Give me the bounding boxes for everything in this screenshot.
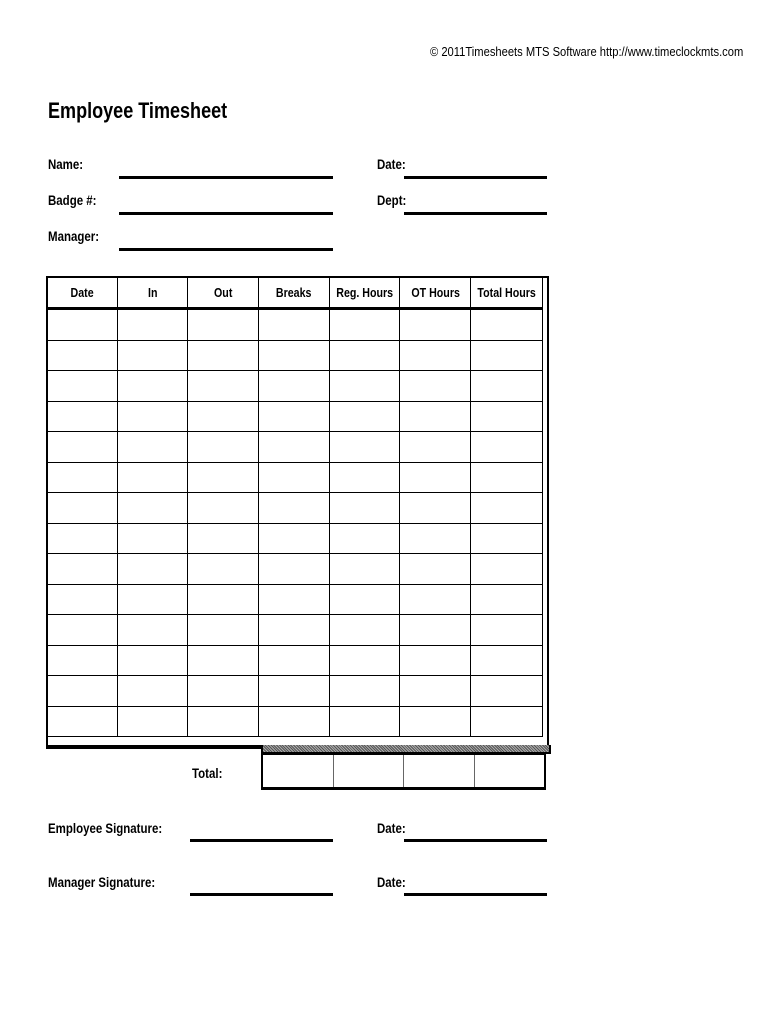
table-cell[interactable] <box>117 584 188 615</box>
table-row <box>47 432 543 463</box>
table-cell[interactable] <box>47 706 118 737</box>
table-cell[interactable] <box>47 554 118 585</box>
table-cell[interactable] <box>329 645 400 676</box>
manager-field[interactable] <box>119 248 333 251</box>
table-cell[interactable] <box>259 432 330 463</box>
table-cell[interactable] <box>188 340 259 371</box>
table-cell[interactable] <box>117 340 188 371</box>
table-cell[interactable] <box>259 706 330 737</box>
table-cell[interactable] <box>259 676 330 707</box>
totals-table <box>261 753 546 790</box>
manager-signature-field[interactable] <box>190 893 333 896</box>
table-cell[interactable] <box>188 554 259 585</box>
table-cell[interactable] <box>47 645 118 676</box>
table-cell[interactable] <box>259 340 330 371</box>
table-cell[interactable] <box>47 493 118 524</box>
table-cell[interactable] <box>259 371 330 402</box>
table-cell[interactable] <box>47 462 118 493</box>
column-header-out: Out <box>188 277 259 309</box>
table-cell[interactable] <box>400 615 471 646</box>
column-header-date: Date <box>47 277 118 309</box>
table-cell[interactable] <box>329 676 400 707</box>
table-cell[interactable] <box>400 584 471 615</box>
table-row <box>47 493 543 524</box>
table-cell[interactable] <box>471 493 543 524</box>
table-cell[interactable] <box>471 401 543 432</box>
date-field[interactable] <box>404 176 547 179</box>
table-cell[interactable] <box>400 309 471 341</box>
table-row <box>47 645 543 676</box>
totals-row <box>262 754 545 789</box>
table-cell[interactable] <box>47 523 118 554</box>
column-header-breaks: Breaks <box>259 277 330 309</box>
table-cell[interactable] <box>471 645 543 676</box>
badge-label: Badge #: <box>48 192 97 208</box>
employee-signature-field[interactable] <box>190 839 333 842</box>
table-cell[interactable] <box>259 493 330 524</box>
employee-signature-date-field[interactable] <box>404 839 547 842</box>
table-cell[interactable] <box>259 584 330 615</box>
table-cell[interactable] <box>400 554 471 585</box>
table-cell[interactable] <box>259 645 330 676</box>
page-title: Employee Timesheet <box>48 98 228 123</box>
table-cell[interactable] <box>471 706 543 737</box>
table-cell[interactable] <box>329 340 400 371</box>
table-cell[interactable] <box>259 401 330 432</box>
table-cell[interactable] <box>329 584 400 615</box>
column-header-ot-hours: OT Hours <box>400 277 471 309</box>
table-cell[interactable] <box>471 554 543 585</box>
employee-signature-date-label: Date: <box>377 820 406 836</box>
copyright-notice: © 2011Timesheets MTS Software http://www.timeclockmts.com <box>430 44 744 59</box>
table-cell[interactable] <box>471 340 543 371</box>
total-label: Total: <box>192 765 223 781</box>
name-field[interactable] <box>119 176 333 179</box>
manager-label: Manager: <box>48 228 100 244</box>
table-cell[interactable] <box>188 615 259 646</box>
table-cell[interactable] <box>47 340 118 371</box>
table-cell[interactable] <box>117 706 188 737</box>
table-row <box>47 554 543 585</box>
table-cell[interactable] <box>471 676 543 707</box>
total-hours-cell[interactable] <box>474 754 545 789</box>
table-cell[interactable] <box>188 432 259 463</box>
total-breaks-cell[interactable] <box>262 754 333 789</box>
table-cell[interactable] <box>329 432 400 463</box>
table-cell[interactable] <box>400 462 471 493</box>
table-row <box>47 340 543 371</box>
table-cell[interactable] <box>117 432 188 463</box>
dept-label: Dept: <box>377 192 407 208</box>
table-row <box>47 401 543 432</box>
table-cell[interactable] <box>117 615 188 646</box>
manager-signature-date-field[interactable] <box>404 893 547 896</box>
table-cell[interactable] <box>117 401 188 432</box>
table-cell[interactable] <box>259 309 330 341</box>
table-cell[interactable] <box>117 462 188 493</box>
table-cell[interactable] <box>188 676 259 707</box>
table-cell[interactable] <box>259 523 330 554</box>
table-cell[interactable] <box>471 432 543 463</box>
table-cell[interactable] <box>47 309 118 341</box>
table-cell[interactable] <box>400 523 471 554</box>
table-cell[interactable] <box>329 554 400 585</box>
table-cell[interactable] <box>117 493 188 524</box>
table-cell[interactable] <box>471 309 543 341</box>
name-label: Name: <box>48 156 84 172</box>
employee-signature-label: Employee Signature: <box>48 820 163 836</box>
table-cell[interactable] <box>329 493 400 524</box>
table-cell[interactable] <box>259 615 330 646</box>
table-cell[interactable] <box>47 401 118 432</box>
table-cell[interactable] <box>471 371 543 402</box>
table-cell[interactable] <box>47 615 118 646</box>
column-header-in: In <box>117 277 188 309</box>
table-row <box>47 309 543 341</box>
table-cell[interactable] <box>329 462 400 493</box>
table-cell[interactable] <box>329 706 400 737</box>
table-cell[interactable] <box>117 523 188 554</box>
table-cell[interactable] <box>117 554 188 585</box>
table-row <box>47 523 543 554</box>
table-cell[interactable] <box>188 523 259 554</box>
table-cell[interactable] <box>329 371 400 402</box>
table-cell[interactable] <box>117 371 188 402</box>
table-cell[interactable] <box>117 645 188 676</box>
table-cell[interactable] <box>188 493 259 524</box>
table-cell[interactable] <box>329 615 400 646</box>
timesheet-table <box>46 276 543 737</box>
table-cell[interactable] <box>400 401 471 432</box>
total-reg-hours-cell[interactable] <box>333 754 404 789</box>
table-cell[interactable] <box>329 309 400 341</box>
table-cell[interactable] <box>400 676 471 707</box>
date-label: Date: <box>377 156 406 172</box>
table-cell[interactable] <box>400 493 471 524</box>
table-header-row <box>47 277 543 309</box>
column-header-reg-hours: Reg. Hours <box>329 277 400 309</box>
table-cell[interactable] <box>188 706 259 737</box>
table-cell[interactable] <box>188 371 259 402</box>
table-cell[interactable] <box>188 584 259 615</box>
manager-signature-date-label: Date: <box>377 874 406 890</box>
manager-signature-label: Manager Signature: <box>48 874 156 890</box>
table-cell[interactable] <box>329 401 400 432</box>
table-row <box>47 706 543 737</box>
table-row <box>47 615 543 646</box>
table-cell[interactable] <box>47 676 118 707</box>
table-cell[interactable] <box>400 706 471 737</box>
table-cell[interactable] <box>400 432 471 463</box>
table-row <box>47 371 543 402</box>
table-cell[interactable] <box>117 676 188 707</box>
table-cell[interactable] <box>400 371 471 402</box>
total-ot-hours-cell[interactable] <box>404 754 475 789</box>
table-row <box>47 584 543 615</box>
table-cell[interactable] <box>47 432 118 463</box>
table-cell[interactable] <box>188 462 259 493</box>
table-row <box>47 462 543 493</box>
table-cell[interactable] <box>259 462 330 493</box>
table-cell[interactable] <box>47 584 118 615</box>
table-cell[interactable] <box>117 309 188 341</box>
table-row <box>47 676 543 707</box>
dept-field[interactable] <box>404 212 547 215</box>
table-cell[interactable] <box>188 401 259 432</box>
table-cell[interactable] <box>471 462 543 493</box>
badge-field[interactable] <box>119 212 333 215</box>
table-cell[interactable] <box>471 615 543 646</box>
table-cell[interactable] <box>188 309 259 341</box>
table-cell[interactable] <box>47 371 118 402</box>
table-cell[interactable] <box>471 584 543 615</box>
table-cell[interactable] <box>259 554 330 585</box>
table-cell[interactable] <box>471 523 543 554</box>
table-cell[interactable] <box>400 645 471 676</box>
column-header-total-hours: Total Hours <box>471 277 543 309</box>
table-cell[interactable] <box>400 340 471 371</box>
table-cell[interactable] <box>188 645 259 676</box>
table-cell[interactable] <box>329 523 400 554</box>
